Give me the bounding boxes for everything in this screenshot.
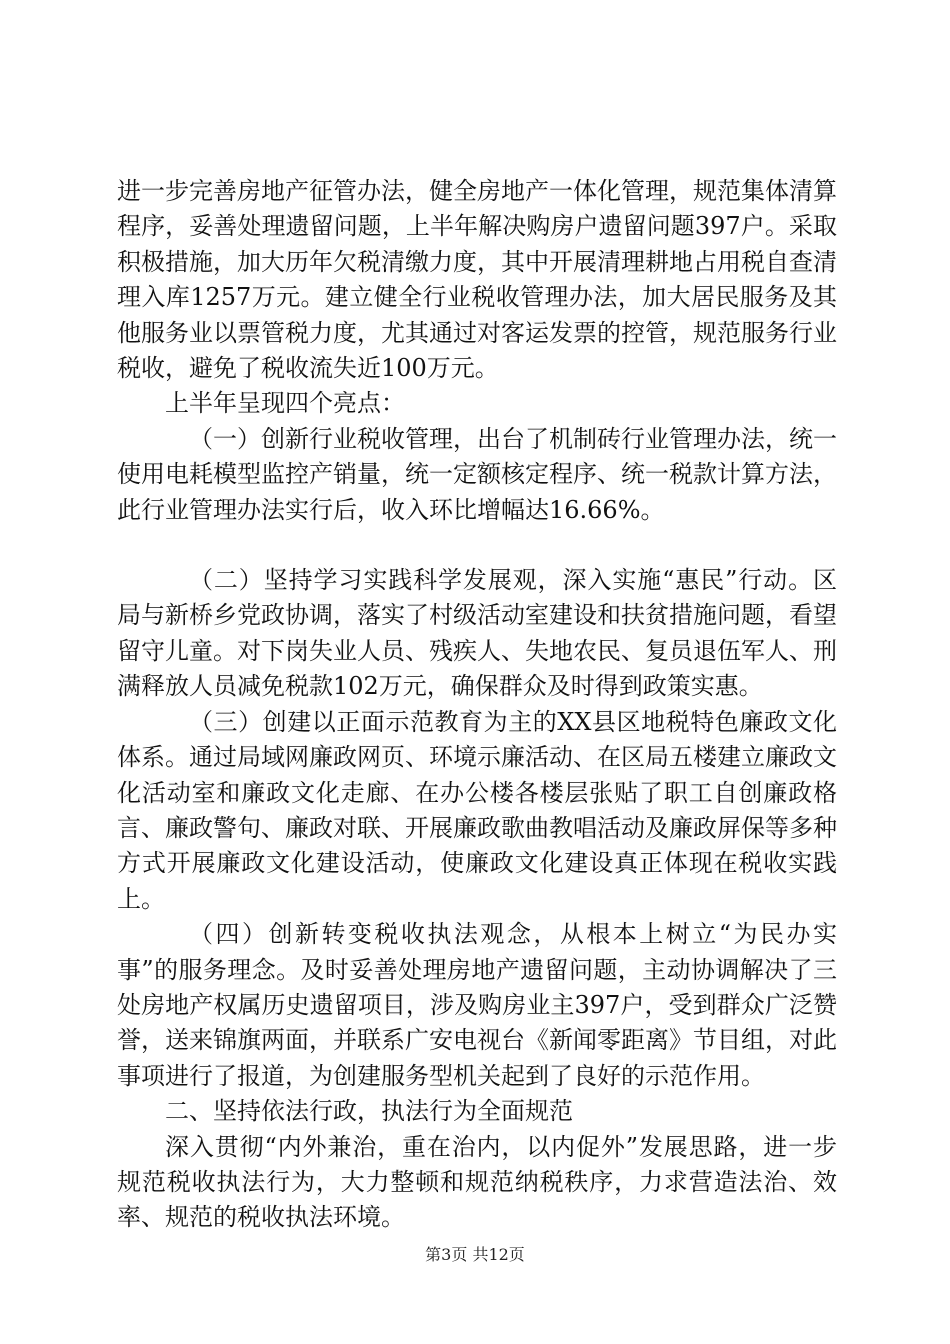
paragraph-highlight-2: （二）坚持学习实践科学发展观，深入实施“惠民”行动。区局与新桥乡党政协调，落实了村级活动室建设和扶贫措施问题，看望留守儿童。对下岗失业人员、残疾人、失地农民、复员退伍军人、刑满释放人员减免税款102万元，确保群众及时得到政策实惠。 [117, 566, 837, 701]
page-number-footer: 第3页 共12页 [425, 1245, 525, 1264]
paragraph-spacer [117, 528, 837, 563]
document-body [117, 174, 837, 1236]
paragraph-highlights-intro: 上半年呈现四个亮点： [165, 389, 405, 418]
section-heading-2: 二、坚持依法行政，执法行为全面规范 [165, 1097, 573, 1126]
paragraph-highlight-3: （三）创建以正面示范教育为主的XX县区地税特色廉政文化体系。通过局域网廉政网页、环境示廉活动、在区局五楼建立廉政文化活动室和廉政文化走廊、在办公楼各楼层张贴了职工自创廉政格言、廉政警句、廉政对联、开展廉政歌曲教唱活动及廉政屏保等多种方式开展廉政文化建设活动，使廉政文化建设真正体现在税收实践上。 [117, 707, 837, 913]
paragraph-highlight-4: （四）创新转变税收执法观念，从根本上树立“为民办实事”的服务理念。及时妥善处理房地产遗留问题，主动协调解决了三处房地产权属历史遗留项目，涉及购房业主397户，受到群众广泛赞誉，送来锦旗两面，并联系广安电视台《新闻零距离》节目组，对此事项进行了报道，为创建服务型机关起到了良好的示范作用。 [117, 920, 837, 1090]
paragraph-highlight-1: （一）创新行业税收管理，出台了机制砖行业管理办法，统一使用电耗模型监控产销量，统一定额核定程序、统一税款计算方法，此行业管理办法实行后，收入环比增幅达16.66%。 [117, 424, 837, 524]
paragraph-law-enforcement: 深入贯彻“内外兼治，重在治内，以内促外”发展思路，进一步规范税收执法行为，大力整顿和规范纳税秩序，力求营造法治、效率、规范的税收执法环境。 [117, 1132, 837, 1232]
paragraph-housing-tax: 进一步完善房地产征管办法，健全房地产一体化管理，规范集体清算程序，妥善处理遗留问题，上半年解决购房户遗留问题397户。采取积极措施，加大历年欠税清缴力度，其中开展清理耕地占用税自查清理入库1257万元。建立健全行业税收管理办法，加大居民服务及其他服务业以票管税力度，尤其通过对客运发票的控管，规范服务行业税收，避免了税收流失近100万元。 [117, 177, 837, 383]
